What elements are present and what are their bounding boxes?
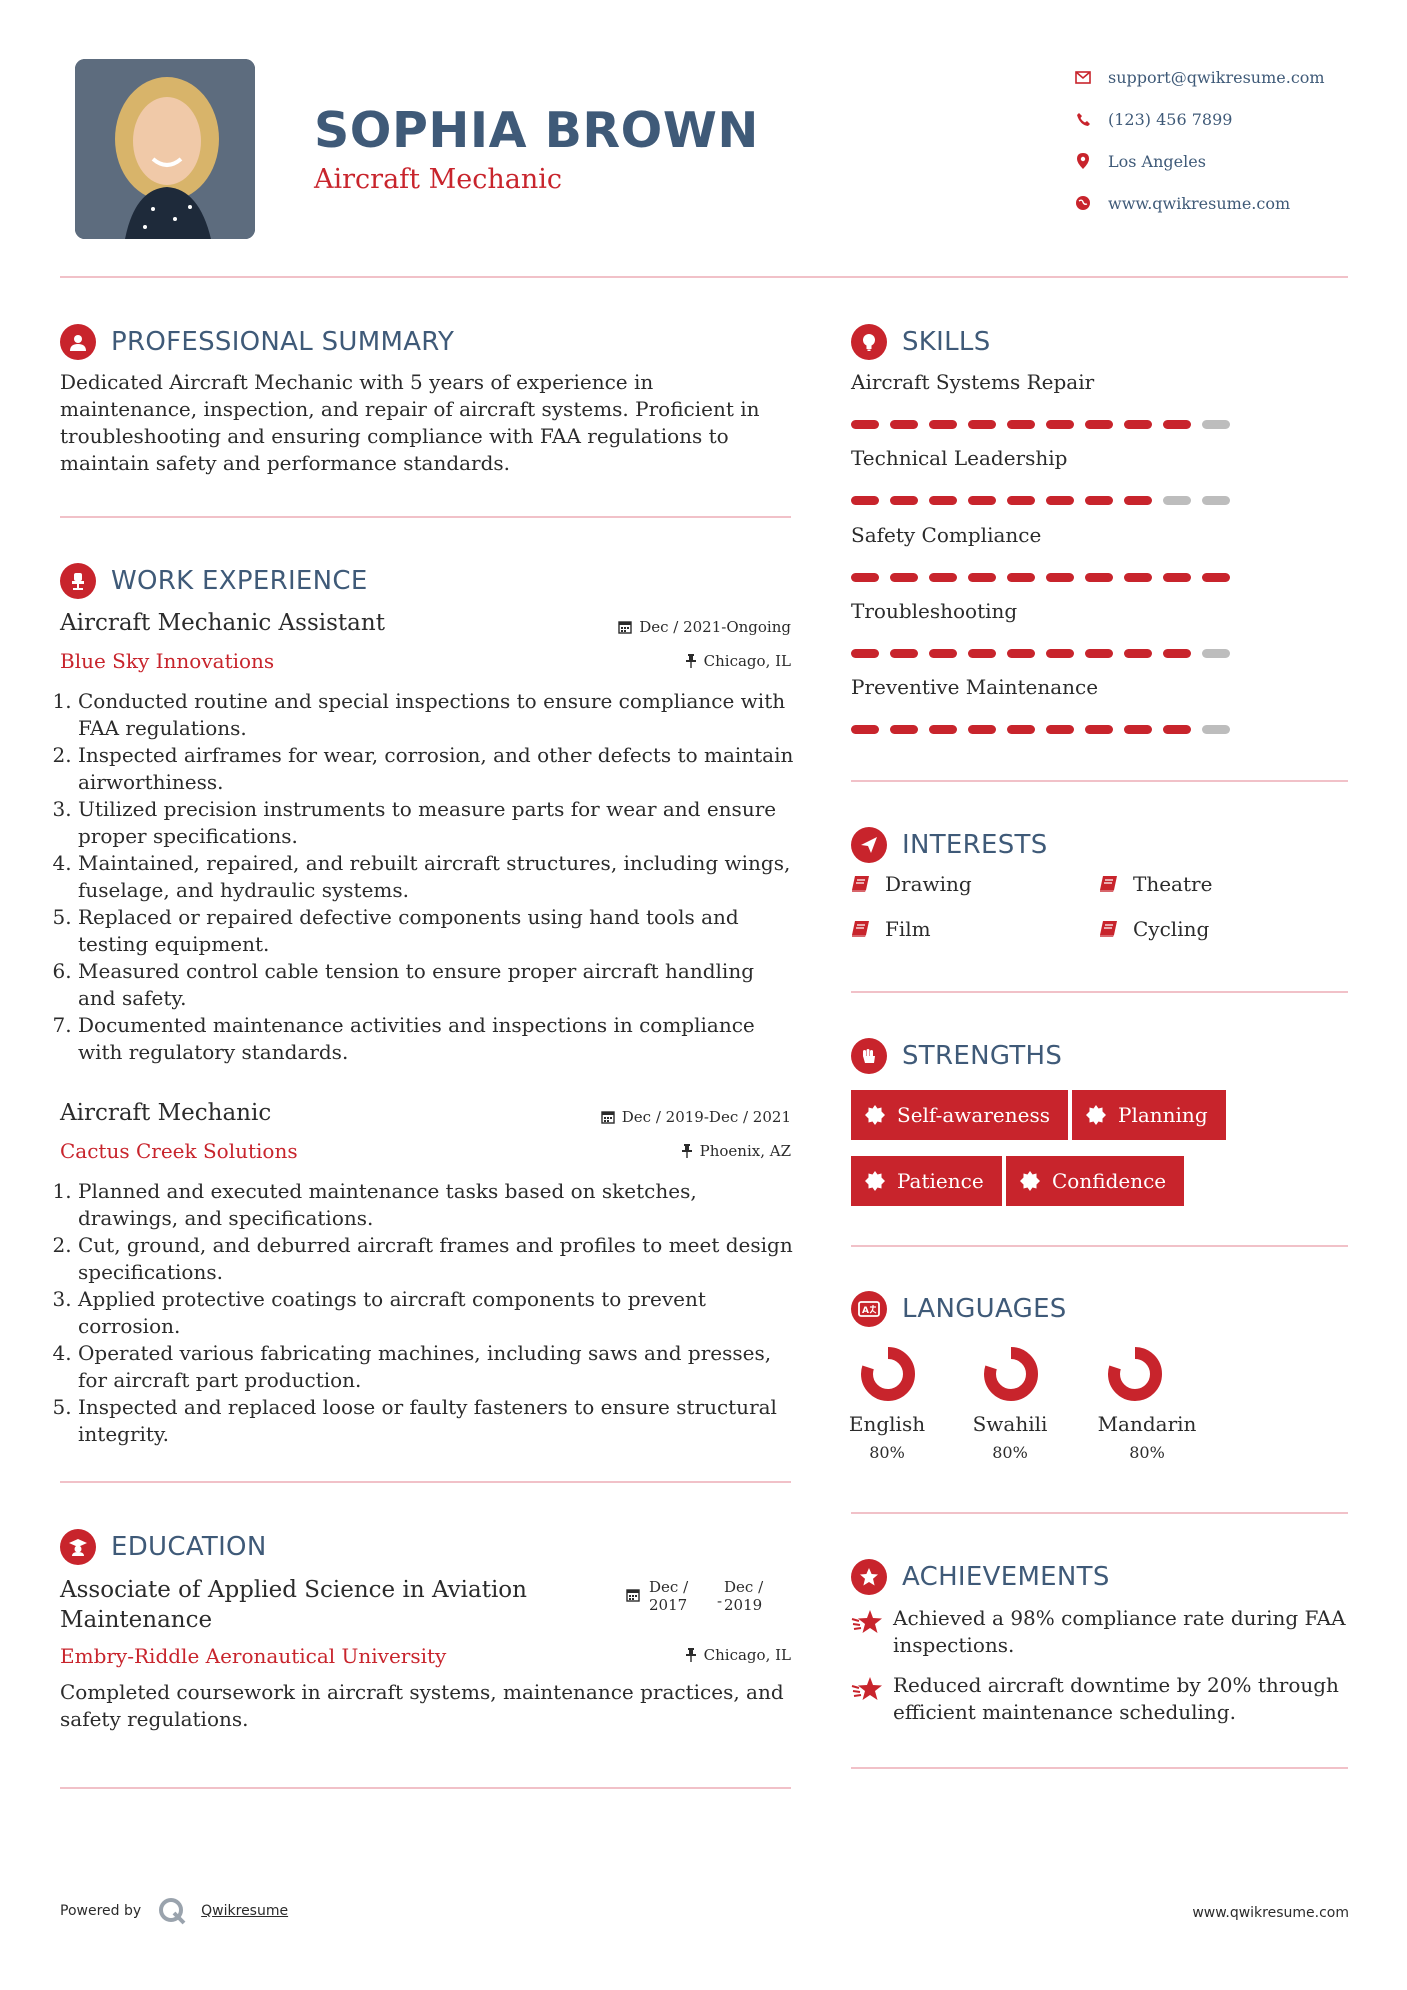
job-dates: [540, 1108, 791, 1126]
header-divider: [60, 276, 1348, 278]
contact-location-text: Los Angeles: [1108, 151, 1206, 171]
badge-icon: [865, 1105, 885, 1125]
shooting-star-icon: [851, 1605, 883, 1659]
achievements-header: [851, 1559, 1110, 1595]
interests-title: INTERESTS: [902, 830, 1048, 860]
languages-header: [851, 1291, 1067, 1327]
qwikresume-logo-icon: [157, 1896, 187, 1926]
contact-phone[interactable]: [1072, 98, 1372, 140]
powered-by-label: Powered by: [60, 1903, 142, 1919]
qwikresume-link[interactable]: Qwikresume: [201, 1903, 289, 1919]
interests-divider: [851, 991, 1348, 993]
strengths-header: [851, 1038, 1062, 1074]
skill-dash: [1202, 725, 1230, 734]
skill-dash: [851, 649, 879, 658]
duty-item: 5. Replaced or repaired defective components using hand tools and testing equipment.: [78, 904, 795, 958]
skill-name: Aircraft Systems Repair: [851, 370, 1095, 394]
skill-dash: [851, 420, 879, 429]
interest-label: Film: [885, 917, 931, 941]
user-icon: [60, 324, 96, 360]
degree-title-line2: Maintenance: [60, 1607, 213, 1633]
strengths-title: STRENGTHS: [902, 1041, 1063, 1071]
skill-dash: [1163, 573, 1191, 582]
skill-dash: [1046, 573, 1074, 582]
duty-item: 3. Utilized precision instruments to measure parts for wear and ensure proper specifications.: [78, 796, 795, 850]
strength-label: Self-awareness: [897, 1103, 1050, 1127]
skill-dash: [1046, 420, 1074, 429]
skill-dash: [968, 496, 996, 505]
job-title: Aircraft Mechanic: [60, 1100, 272, 1126]
skill-dash: [1046, 649, 1074, 658]
interests-header: [851, 827, 1048, 863]
skill-dash: [1046, 725, 1074, 734]
achievements-divider: [851, 1767, 1348, 1769]
language-icon: [851, 1291, 887, 1327]
skill-dash: [1085, 725, 1113, 734]
achievements-title: ACHIEVEMENTS: [902, 1562, 1110, 1592]
skill-dash: [1202, 649, 1230, 658]
experience-title: WORK EXPERIENCE: [111, 566, 368, 596]
end-year: 2019: [724, 1596, 763, 1614]
language-name: Swahili: [972, 1412, 1048, 1436]
job-location-text: Chicago, IL: [703, 652, 791, 670]
contact-website-text: www.qwikresume.com: [1108, 193, 1291, 213]
education-dates: [625, 1578, 795, 1618]
phone-icon: [1072, 108, 1094, 130]
education-header: [60, 1529, 267, 1565]
skill-dash: [929, 573, 957, 582]
map-pin-icon: [1072, 150, 1094, 172]
strength-label: Confidence: [1052, 1169, 1167, 1193]
skill-dash: [929, 725, 957, 734]
job-company: Blue Sky Innovations: [60, 649, 275, 673]
skills-header: [851, 324, 991, 360]
footer-url[interactable]: www.qwikresume.com: [1192, 1905, 1349, 1921]
skills-divider: [851, 780, 1348, 782]
calendar-icon: [626, 1588, 640, 1606]
duty-item: 2. Inspected airframes for wear, corrosion, and other defects to maintain airworthiness.: [78, 742, 795, 796]
skill-dash: [968, 649, 996, 658]
education-text: Completed coursework in aircraft systems, maintenance practices, and safety regulations.: [60, 1680, 784, 1731]
duty-item: 2. Cut, ground, and deburred aircraft frames and profiles to meet design specifications.: [78, 1232, 795, 1286]
achievement-item: [851, 1605, 1348, 1659]
job-duties: [60, 688, 795, 1066]
globe-icon: [1072, 192, 1094, 214]
duty-item: 1. Conducted routine and special inspections to ensure compliance with FAA regulations.: [78, 688, 795, 742]
lightbulb-icon: [851, 324, 887, 360]
office-chair-icon: [60, 563, 96, 599]
skill-dash: [1085, 496, 1113, 505]
interest-item: [1099, 872, 1212, 896]
skill-dash: [929, 420, 957, 429]
book-icon: [851, 875, 871, 893]
pushpin-icon: [681, 1144, 693, 1158]
badge-icon: [1086, 1105, 1106, 1125]
skill-dash: [1124, 725, 1152, 734]
skill-dash: [968, 725, 996, 734]
duty-item: 7. Documented maintenance activities and inspections in compliance with regulatory standards.: [78, 1012, 795, 1066]
skill-dash: [1202, 573, 1230, 582]
date-separator: -: [717, 1592, 723, 1610]
duty-item: 5. Inspected and replaced loose or faulty fasteners to ensure structural integrity.: [78, 1394, 795, 1448]
language-ring: [858, 1344, 918, 1404]
strength-tag: [1072, 1090, 1226, 1140]
duty-item: 6. Measured control cable tension to ensure proper aircraft handling and safety.: [78, 958, 795, 1012]
strengths-divider: [851, 1245, 1348, 1247]
language-progress-arc: [867, 1353, 909, 1395]
contact-location: [1072, 140, 1372, 182]
skill-dash: [1124, 573, 1152, 582]
job-dates: [560, 618, 791, 636]
skills-title: SKILLS: [902, 327, 991, 357]
skill-dash: [1124, 496, 1152, 505]
duty-item: 4. Maintained, repaired, and rebuilt aircraft structures, including wings, fuselage, and hydraulic systems.: [78, 850, 795, 904]
candidate-name: SOPHIA BROWN: [314, 102, 759, 159]
summary-text: Dedicated Aircraft Mechanic with 5 years of experience in maintenance, inspection, and repair of aircraft systems. Proficient in troubleshooting and ensuring compliance with FAA regulations to maintain safety and performance standards.: [60, 370, 760, 475]
duty-item: 1. Planned and executed maintenance tasks based on sketches, drawings, and specifications.: [78, 1178, 795, 1232]
contact-email[interactable]: [1072, 56, 1372, 98]
skill-dash: [890, 573, 918, 582]
skill-level-bar: [851, 725, 1241, 734]
duty-item: 4. Operated various fabricating machines, including saws and presses, for aircraft part production.: [78, 1340, 795, 1394]
skill-dash: [1124, 649, 1152, 658]
skill-dash: [968, 420, 996, 429]
skill-dash: [929, 649, 957, 658]
skill-dash: [1163, 420, 1191, 429]
skill-name: Troubleshooting: [851, 599, 1018, 623]
contact-website[interactable]: [1072, 182, 1372, 224]
skill-dash: [929, 496, 957, 505]
education-title: EDUCATION: [111, 1532, 267, 1562]
skill-dash: [1007, 573, 1035, 582]
strength-label: Planning: [1118, 1103, 1208, 1127]
profile-photo: [75, 59, 255, 239]
skill-dash: [890, 496, 918, 505]
job-dates-text: Dec / 2021-Ongoing: [639, 618, 791, 636]
interest-label: Cycling: [1133, 917, 1210, 941]
start-year: 2017: [649, 1596, 688, 1614]
end-month: Dec /: [724, 1578, 764, 1596]
skill-level-bar: [851, 420, 1241, 429]
languages-title: LANGUAGES: [902, 1294, 1067, 1324]
skill-dash: [1202, 496, 1230, 505]
languages-divider: [851, 1512, 1348, 1514]
job-location: [560, 1142, 791, 1160]
language-ring: [981, 1344, 1041, 1404]
book-icon: [1099, 920, 1119, 938]
calendar-icon: [601, 1110, 615, 1124]
skill-dash: [968, 573, 996, 582]
badge-icon: [865, 1171, 885, 1191]
interest-item: [851, 872, 972, 896]
interest-label: Theatre: [1133, 872, 1213, 896]
interest-item: [1099, 917, 1209, 941]
skill-level-bar: [851, 573, 1241, 582]
skill-dash: [1046, 496, 1074, 505]
skill-dash: [851, 725, 879, 734]
start-month: Dec /: [649, 1578, 689, 1596]
achievement-item: [851, 1672, 1348, 1726]
contact-phone-text: (123) 456 7899: [1108, 109, 1233, 129]
fist-icon: [851, 1038, 887, 1074]
skill-dash: [1085, 420, 1113, 429]
job-location: [560, 652, 791, 670]
skill-dash: [1163, 649, 1191, 658]
badge-icon: [1020, 1171, 1040, 1191]
pushpin-icon: [685, 1648, 697, 1662]
calendar-icon: [618, 620, 632, 634]
skill-dash: [1007, 725, 1035, 734]
candidate-role: Aircraft Mechanic: [314, 164, 562, 195]
skill-dash: [1163, 496, 1191, 505]
summary-title: PROFESSIONAL SUMMARY: [111, 327, 455, 357]
summary-divider: [60, 516, 791, 518]
education-divider: [60, 1787, 791, 1789]
interest-label: Drawing: [885, 872, 972, 896]
skill-dash: [1007, 420, 1035, 429]
strength-tag: [1006, 1156, 1184, 1206]
skill-level-bar: [851, 496, 1241, 505]
shooting-star-icon: [851, 1672, 883, 1726]
language-percent: 80%: [1129, 1443, 1165, 1462]
job-title: Aircraft Mechanic Assistant: [60, 610, 385, 636]
skill-dash: [1202, 420, 1230, 429]
skill-dash: [1007, 496, 1035, 505]
pushpin-icon: [685, 654, 697, 668]
strength-label: Patience: [897, 1169, 984, 1193]
language-name: Mandarin: [1097, 1412, 1197, 1436]
strength-tag: [851, 1156, 1002, 1206]
svg-text:A: A: [862, 1306, 869, 1316]
contact-list: [1072, 56, 1372, 224]
summary-header: [60, 324, 454, 360]
experience-header: [60, 563, 368, 599]
skill-level-bar: [851, 649, 1241, 658]
education-location-text: Chicago, IL: [703, 1646, 791, 1664]
skill-name: Technical Leadership: [851, 446, 1068, 470]
language-name: English: [848, 1412, 926, 1436]
school-name: Embry-Riddle Aeronautical University: [60, 1644, 447, 1668]
education-location: [560, 1646, 791, 1664]
strength-tag: [851, 1090, 1068, 1140]
achievement-text: Reduced aircraft downtime by 20% through efficient maintenance scheduling.: [893, 1673, 1339, 1724]
language-percent: 80%: [992, 1443, 1028, 1462]
skill-dash: [1124, 420, 1152, 429]
language-ring: [1105, 1344, 1165, 1404]
skill-dash: [1085, 649, 1113, 658]
job-dates-text: Dec / 2019-Dec / 2021: [621, 1108, 791, 1126]
skill-dash: [890, 725, 918, 734]
paper-plane-icon: [851, 827, 887, 863]
experience-divider: [60, 1481, 791, 1483]
contact-email-text: support@qwikresume.com: [1108, 67, 1325, 87]
achievement-text: Achieved a 98% compliance rate during FAA inspections.: [893, 1606, 1346, 1657]
skill-name: Safety Compliance: [851, 523, 1042, 547]
interest-item: [851, 917, 931, 941]
skill-dash: [890, 649, 918, 658]
footer-branding: [60, 1896, 288, 1926]
book-icon: [851, 920, 871, 938]
language-percent: 80%: [869, 1443, 905, 1462]
language-progress-arc: [1114, 1353, 1156, 1395]
skill-dash: [1085, 573, 1113, 582]
skill-dash: [890, 420, 918, 429]
skill-name: Preventive Maintenance: [851, 675, 1099, 699]
book-icon: [1099, 875, 1119, 893]
duty-item: 3. Applied protective coatings to aircraft components to prevent corrosion.: [78, 1286, 795, 1340]
skill-dash: [1163, 725, 1191, 734]
skill-dash: [1007, 649, 1035, 658]
skill-dash: [851, 496, 879, 505]
job-company: Cactus Creek Solutions: [60, 1139, 298, 1163]
job-location-text: Phoenix, AZ: [699, 1142, 791, 1160]
degree-title-line1: Associate of Applied Science in Aviation: [60, 1577, 527, 1603]
envelope-icon: [1072, 66, 1094, 88]
language-progress-arc: [990, 1353, 1032, 1395]
graduate-icon: [60, 1529, 96, 1565]
star-icon: [851, 1559, 887, 1595]
skill-dash: [851, 573, 879, 582]
job-duties: [60, 1178, 795, 1448]
